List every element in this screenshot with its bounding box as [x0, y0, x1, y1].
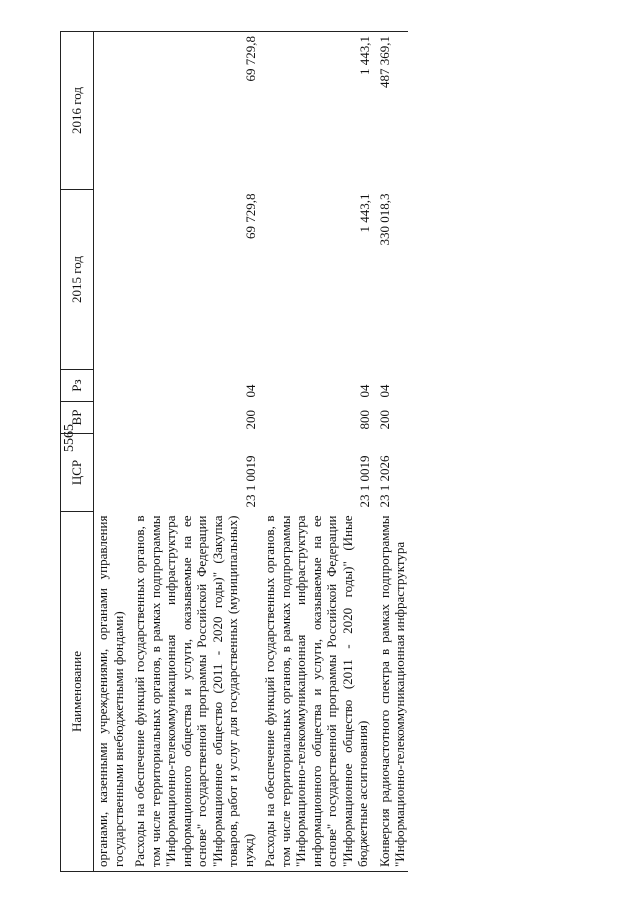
row-rz: 04	[357, 384, 372, 398]
row-2015: 69 729,8	[242, 193, 258, 239]
row-csr	[94, 434, 131, 512]
header-vr: ВР	[61, 402, 94, 434]
row-vr	[94, 402, 131, 434]
budget-table	[60, 31, 408, 872]
row-name: Расходы на обеспечение функций государственных органов, в том числе территориальных органов, в рамках подпрограммы "Информационно-телекоммуникационная инфраструктура информационного общества и услуги, оказываемые на ее основе" государственной программы Российской Федерации "Информационное общество (2011 - 2020 годы)" (Иные бюджетные ассигнования)	[260, 512, 375, 872]
row-2015: 1 443,1	[357, 193, 372, 233]
row-csr: 23 1 0019	[357, 455, 372, 508]
row-2015	[94, 190, 131, 370]
table-row	[375, 32, 408, 872]
table-row	[130, 32, 260, 872]
row-name: Расходы на обеспечение функций государственных органов, в том числе территориальных органов, в рамках подпрограммы "Информационно-телекоммуникационная инфраструктура информационного общества и услуги, оказываемые на ее основе" государственной программы Российской Федерации "Информационное общество (2011 - 2020 годы)" (Закупка товаров, работ и услуг для государственных (муниципальных) нужд)	[130, 512, 260, 872]
table-row	[94, 32, 131, 872]
row-name: органами, казенными учреждениями, органами управления государственными внебюджетными фондами)	[94, 512, 131, 872]
row-rz	[94, 370, 131, 402]
header-csr: ЦСР	[61, 434, 94, 512]
row-2016: 487 369,1	[375, 32, 408, 190]
row-vr: 800	[357, 410, 372, 430]
header-2016: 2016 год	[61, 32, 94, 190]
row-name: Конверсия радиочастотного спектра в рамках подпрограммы "Информационно-телекоммуникационная инфраструктура	[375, 512, 408, 872]
table-row	[260, 32, 375, 872]
row-2016	[94, 32, 131, 190]
row-2015: 330 018,3	[376, 193, 392, 246]
header-name: Наименование	[61, 512, 94, 872]
header-2015: 2015 год	[61, 190, 94, 370]
row-rz: 04	[376, 384, 392, 398]
header-rz: Рз	[61, 370, 94, 402]
row-csr: 23 1 2026	[376, 455, 392, 508]
table-header-row	[61, 32, 94, 872]
row-csr: 23 1 0019	[242, 455, 258, 508]
page-number: 5565	[62, 424, 77, 452]
budget-table-sheet	[60, 32, 580, 872]
row-2016: 1 443,1	[260, 32, 375, 190]
row-rz: 04	[242, 384, 258, 398]
row-vr: 200	[242, 410, 258, 430]
row-2016: 69 729,8	[130, 32, 260, 190]
row-vr: 200	[376, 410, 392, 430]
